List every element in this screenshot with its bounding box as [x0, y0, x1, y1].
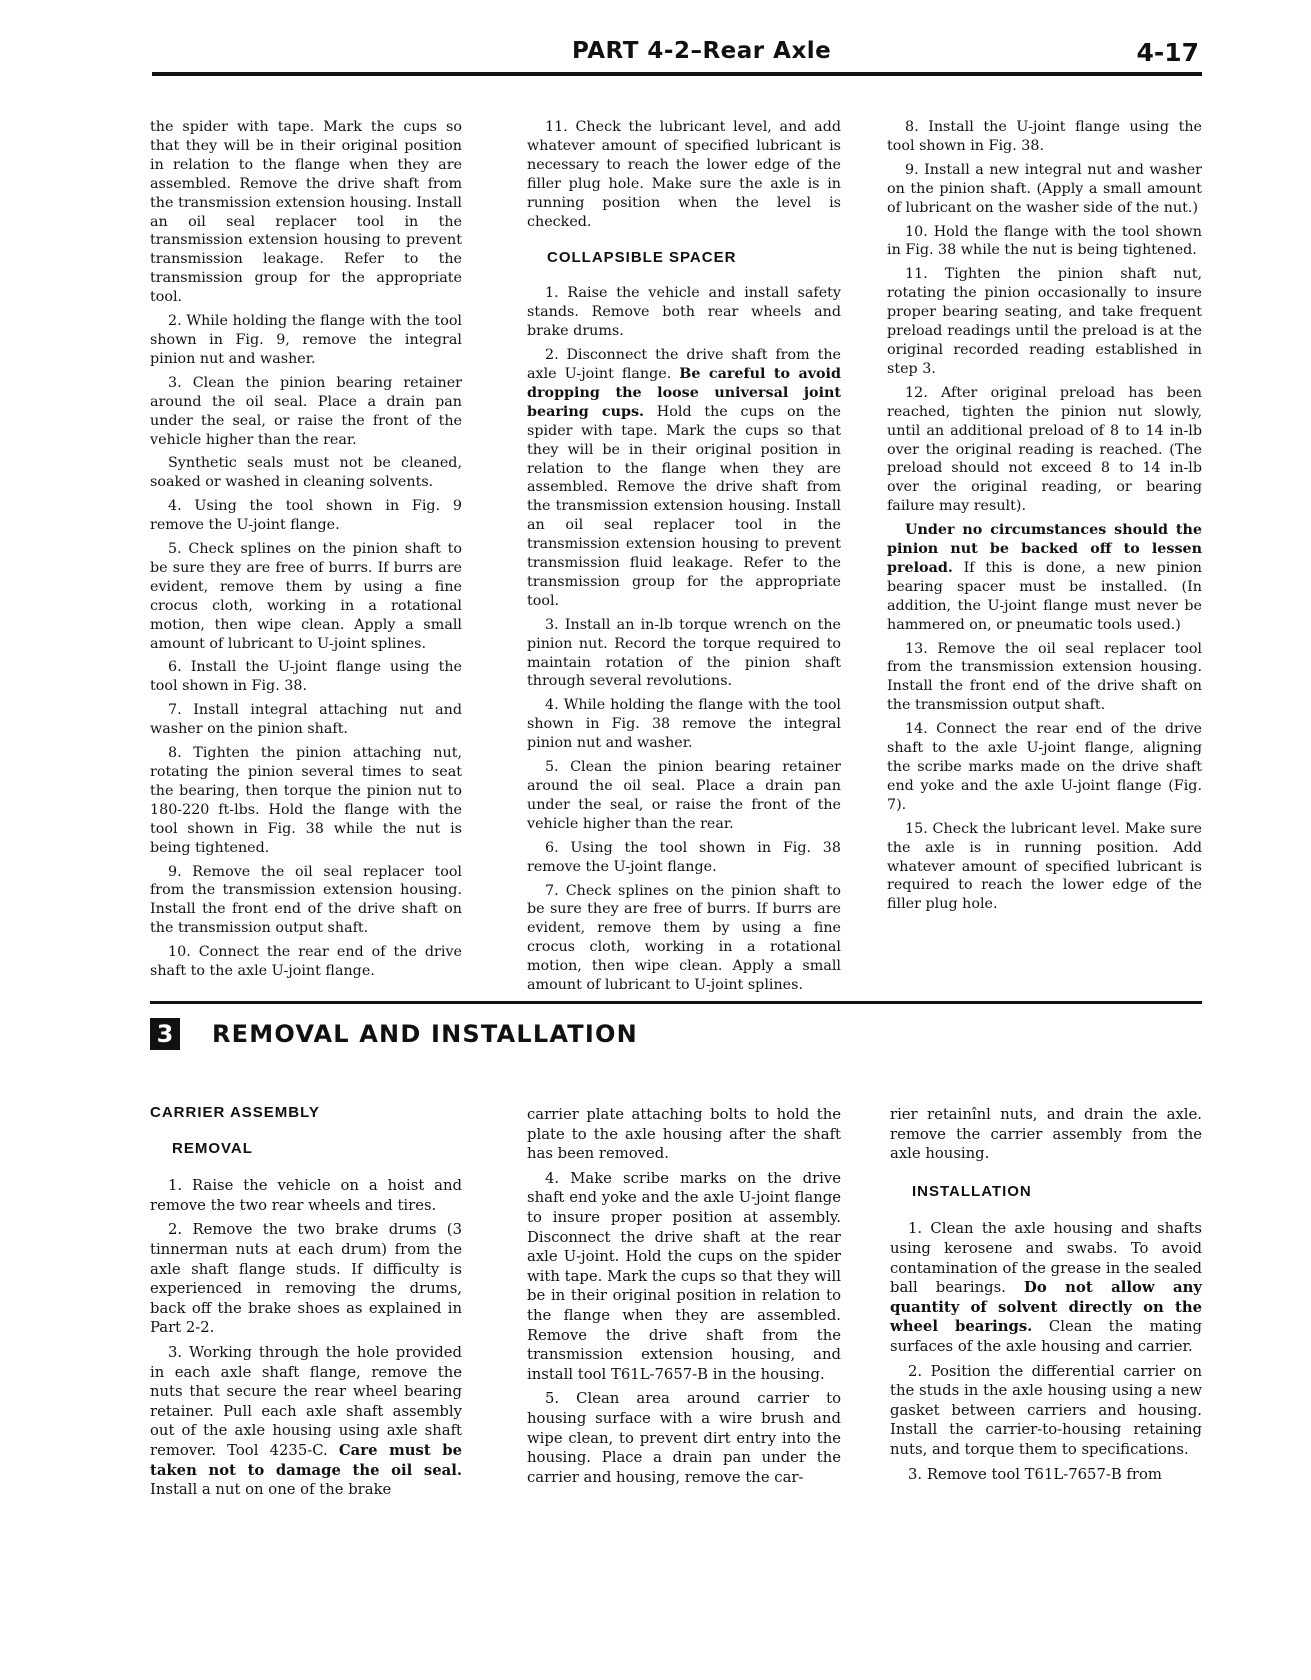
paragraph: [150, 1343, 462, 1500]
paragraph: 9. Remove the oil seal replacer tool from the transmission extension housing. Install the front end of the drive shaft on the transmission output shaft.: [150, 863, 462, 937]
subheading-installation: INSTALLATION: [912, 1182, 1032, 1200]
text-run: 2. Disconnect the drive shaft from the axle U-joint flange.: [527, 347, 841, 382]
section-rule: [150, 1001, 1202, 1004]
text-run: Clean the mating surfaces of the axle housing and carrier.: [890, 1318, 1202, 1355]
subheading-removal: REMOVAL: [172, 1139, 253, 1157]
paragraph: 15. Check the lubricant level. Make sure the axle is in running position. Add whatever amount of specified lubricant is required to reach the lower edge of the filler plug hole.: [887, 820, 1202, 913]
text-run: If this is done, a new pinion bearing spacer must be installed. (In addition, the U-joint flange must never be hammered on, or pneumatic tools used.): [887, 559, 1202, 633]
paragraph: 3. Clean the pinion bearing retainer around the oil seal. Place a drain pan under the seal, or raise the front of the vehicle higher than the rear.: [150, 374, 462, 448]
text-run: 3. Working through the hole provided in each axle shaft flange, remove the nuts that secure the rear wheel bearing retainer. Pull each axle shaft assembly out of the axle housing using axle shaft remover. Tool 4235-C.: [150, 1343, 462, 1459]
paragraph: carrier plate attaching bolts to hold the plate to the axle housing after the shaft has been removed.: [527, 1106, 841, 1163]
paragraph: [890, 1219, 1202, 1356]
paragraph: 5. Check splines on the pinion shaft to be sure they are free of burrs. If burrs are evident, remove them by using a fine crocus cloth, working in a rotational motion, then wipe clean. Apply a small amount of lubricant to U-joint splines.: [150, 541, 462, 652]
bottom-column-3: [890, 1105, 1202, 1489]
paragraph: 2. While holding the flange with the tool shown in Fig. 9, remove the integral pinion nut and washer.: [150, 313, 462, 367]
subheading-collapsible-spacer: COLLAPSIBLE SPACER: [547, 249, 737, 267]
paragraph: 4. Make scribe marks on the drive shaft end yoke and the axle U-joint flange to insure proper position at assembly. Disconnect the drive shaft at the rear axle U-joint. Hold the cups on the spider with tape. Mark the cups so that they will be in their original position in relation to the flange when they are assembled. Remove the drive shaft from the transmission extension housing, and install tool T61L-7657-B in the housing.: [527, 1169, 841, 1383]
caution-text: Be careful to avoid dropping the loose universal joint bearing cups.: [527, 365, 841, 420]
paragraph: 11. Check the lubricant level, and add whatever amount of specified lubricant is necessary to reach the lower edge of the filler plug hole. Make sure the axle is in running position when the level is checked.: [527, 119, 841, 230]
paragraph: 1. Raise the vehicle on a hoist and remove the two rear wheels and tires.: [150, 1177, 462, 1214]
paragraph: 6. Install the U-joint flange using the tool shown in Fig. 38.: [150, 659, 462, 695]
paragraph: 2. Position the differential carrier on the studs in the axle housing using a new gasket between carriers and housing. Install the carrier-to-housing retaining nuts, and torque them to specifications.: [890, 1362, 1202, 1458]
page-header: [0, 34, 1311, 74]
top-column-1: [150, 118, 462, 986]
text-run: Install a nut on one of the brake: [150, 1481, 392, 1499]
paragraph: [887, 521, 1202, 634]
paragraph: 7. Check splines on the pinion shaft to be sure they are free of burrs. If burrs are evident, remove them by using a fine crocus cloth, working in a rotational motion, then wipe clean. Apply a small amount of lubricant to U-joint splines.: [527, 882, 841, 994]
subheading-carrier-assembly: CARRIER ASSEMBLY: [150, 1104, 320, 1121]
paragraph: 3. Install an in-lb torque wrench on the pinion nut. Record the torque required to maintain rotation of the pinion shaft through several revolutions.: [527, 616, 841, 690]
paragraph: 8. Install the U-joint flange using the tool shown in Fig. 38.: [887, 119, 1202, 154]
paragraph: Synthetic seals must not be cleaned, soaked or washed in cleaning solvents.: [150, 455, 462, 491]
paragraph: 10. Hold the flange with the tool shown in Fig. 38 while the nut is being tightened.: [887, 223, 1202, 259]
paragraph: 3. Remove tool T61L-7657-B from: [908, 1465, 1162, 1483]
paragraph: 5. Clean area around carrier to housing surface with a wire brush and wipe clean, to prevent dirt entry into the housing. Place a drain pan under the carrier and housing, remove the car-: [527, 1390, 841, 1486]
bottom-column-1: [150, 1103, 462, 1505]
page-number: 4-17: [1136, 38, 1199, 67]
paragraph: 2. Remove the two brake drums (3 tinnerman nuts at each drum) from the axle shaft flange studs. If difficulty is experienced in removing the drums, back off the brake shoes as explained in Part 2-2.: [150, 1221, 462, 1337]
paragraph: 14. Connect the rear end of the drive shaft to the axle U-joint flange, aligning the scribe marks made on the drive shaft end yoke and the axle U-joint flange (Fig. 7).: [887, 721, 1202, 813]
paragraph: 1. Raise the vehicle and install safety stands. Remove both rear wheels and brake drums.: [527, 285, 841, 340]
section-title: REMOVAL AND INSTALLATION: [212, 1020, 638, 1048]
section-number-badge: 3: [150, 1018, 180, 1050]
paragraph: [527, 346, 841, 611]
top-column-3: [887, 118, 1202, 919]
paragraph: 4. Using the tool shown in Fig. 9 remove the U-joint flange.: [150, 498, 462, 534]
bottom-column-2: [527, 1105, 841, 1492]
top-column-2: [527, 118, 841, 1000]
caution-text: Care must be taken not to damage the oil seal.: [150, 1441, 463, 1479]
paragraph: 4. While holding the flange with the tool shown in Fig. 38 remove the integral pinion nut and washer.: [527, 697, 841, 752]
text-run: Hold the cups on the spider with tape. Mark the cups so that they will be in their original position in relation to the flange when they are assembled. Remove the drive shaft from the transmission extension housing. Install an oil seal replacer tool in the transmission extension housing to prevent transmission fluid leakage. Refer to the transmission group for the appropriate tool.: [527, 403, 841, 609]
paragraph: 7. Install integral attaching nut and washer on the pinion shaft.: [150, 702, 462, 738]
paragraph: the spider with tape. Mark the cups so that they will be in their original position in relation to the flange when they are assembled. Remove the drive shaft from the transmission extension housing. Install an oil seal replacer tool in the transmission extension housing to prevent transmission leakage. Refer to the transmission group for the appropriate tool.: [150, 119, 462, 306]
paragraph: 8. Tighten the pinion attaching nut, rotating the pinion several times to seat the bearing, then torque the pinion nut to 180-220 ft-lbs. Hold the flange with the tool shown in Fig. 38 while the nut is being tightened.: [150, 745, 462, 856]
paragraph: 12. After original preload has been reached, tighten the pinion nut slowly, until an additional preload of 8 to 14 in-lb over the original reading is reached. (The preload should not exceed 8 to 14 in-lb over the original reading, or bearing failure may result).: [887, 384, 1202, 515]
paragraph: 13. Remove the oil seal replacer tool from the transmission extension housing. Install the front end of the drive shaft on the transmission output shaft.: [887, 640, 1202, 714]
paragraph: 9. Install a new integral nut and washer on the pinion shaft. (Apply a small amount of lubricant on the washer side of the nut.): [887, 161, 1202, 216]
paragraph: 11. Tighten the pinion shaft nut, rotating the pinion occasionally to insure proper bearing seating, and take frequent preload readings until the preload is at the original recorded reading established in step 3.: [887, 266, 1202, 377]
paragraph: 6. Using the tool shown in Fig. 38 remove the U-joint flange.: [527, 839, 841, 875]
caution-text: Do not allow any quantity of solvent directly on the wheel bearings.: [890, 1279, 1203, 1336]
header-rule: [152, 72, 1202, 76]
text-run: 1. Clean the axle housing and shafts using kerosene and swabs. To avoid contamination of the grease in the sealed ball bearings.: [890, 1220, 1202, 1297]
caution-text: Under no circumstances should the pinion nut be backed off to lessen preload.: [887, 522, 1202, 576]
page-header-title: PART 4-2–Rear Axle: [572, 38, 832, 64]
paragraph: 10. Connect the rear end of the drive shaft to the axle U-joint flange.: [150, 944, 462, 980]
paragraph: rier retainînl nuts, and drain the axle. remove the carrier assembly from the axle housing.: [890, 1106, 1202, 1163]
paragraph: 5. Clean the pinion bearing retainer around the oil seal. Place a drain pan under the seal, or raise the front of the vehicle higher than the rear.: [527, 759, 841, 832]
